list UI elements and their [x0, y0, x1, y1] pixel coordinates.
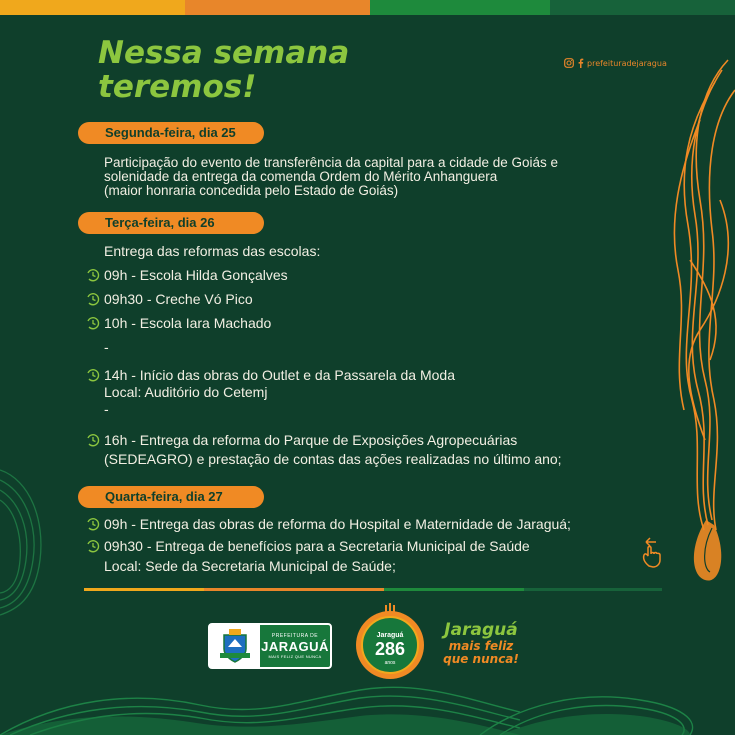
facebook-icon [577, 58, 584, 68]
title-line-2: teremos! [98, 69, 257, 105]
wednesday-item-1: 09h - Entrega das obras de reforma do Hospital e Maternidade de Jaraguá; [104, 516, 571, 532]
day-label-monday: Segunda-feira, dia 25 [78, 122, 264, 144]
badge-number: 286 [374, 639, 406, 659]
tuesday-item-2: 09h30 - Creche Vó Pico [104, 291, 253, 307]
wednesday-item-2-location: Local: Sede da Secretaria Municipal de Saúde; [104, 558, 396, 574]
instagram-icon [564, 58, 574, 68]
logo-name: JARAGUÁ [261, 639, 329, 654]
top-color-bar [0, 0, 735, 15]
slogan [432, 620, 530, 666]
footer-divider [84, 588, 662, 591]
tuesday-item-5: 16h - Entrega da reforma do Parque de Exposições Agropecuárias [104, 432, 518, 448]
clock-icon [86, 368, 100, 382]
tuesday-separator-1: - [104, 339, 109, 355]
clock-icon [86, 316, 100, 330]
tuesday-intro: Entrega das reformas das escolas: [104, 243, 321, 259]
day-label-wednesday: Quarta-feira, dia 27 [78, 486, 264, 508]
tuesday-separator-2: - [104, 401, 109, 417]
badge-unit: anos [384, 660, 396, 666]
page-title [98, 36, 349, 104]
monday-line-1: Participação do evento de transferência da capital para a cidade de Goiás e [104, 155, 559, 170]
tuesday-item-3: 10h - Escola Iara Machado [104, 315, 272, 331]
municipality-logo [208, 623, 332, 669]
slogan-line-3: que nunca! [443, 652, 519, 666]
monday-line-3: (maior honraria concedida pelo Estado de Goiás) [104, 183, 399, 198]
clock-icon [86, 433, 100, 447]
anniversary-badge [352, 603, 428, 681]
slogan-line-2: mais feliz [448, 639, 514, 653]
day-label-tuesday: Terça-feira, dia 26 [78, 212, 264, 234]
monday-line-2: solenidade da entrega da comenda Ordem do Mérito Anhanguera [104, 169, 498, 184]
social-handle-text: prefeituradejaragua [587, 58, 667, 68]
tuesday-item-5-cont: (SEDEAGRO) e prestação de contas das ações realizadas no último ano; [104, 451, 562, 467]
swipe-hand-icon [640, 536, 664, 570]
clock-icon [86, 292, 100, 306]
clock-icon [86, 539, 100, 553]
slogan-line-1: Jaraguá [444, 620, 518, 640]
tuesday-item-4: 14h - Início das obras do Outlet e da Passarela da Moda [104, 367, 455, 383]
clock-icon [86, 268, 100, 282]
tuesday-item-4-location: Local: Auditório do Cetemj [104, 384, 268, 400]
logo-tagline: MAIS FELIZ QUE NUNCA [268, 654, 322, 659]
social-handle[interactable] [564, 58, 667, 68]
badge-city: Jaraguá [376, 632, 404, 639]
tuesday-item-1: 09h - Escola Hilda Gonçalves [104, 267, 288, 283]
clock-icon [86, 517, 100, 531]
title-line-1: Nessa semana [98, 35, 350, 71]
wednesday-item-2: 09h30 - Entrega de benefícios para a Secretaria Municipal de Saúde [104, 538, 530, 554]
coat-of-arms-icon [216, 627, 254, 665]
logo-prefix: PREFEITURA DE [271, 633, 319, 639]
